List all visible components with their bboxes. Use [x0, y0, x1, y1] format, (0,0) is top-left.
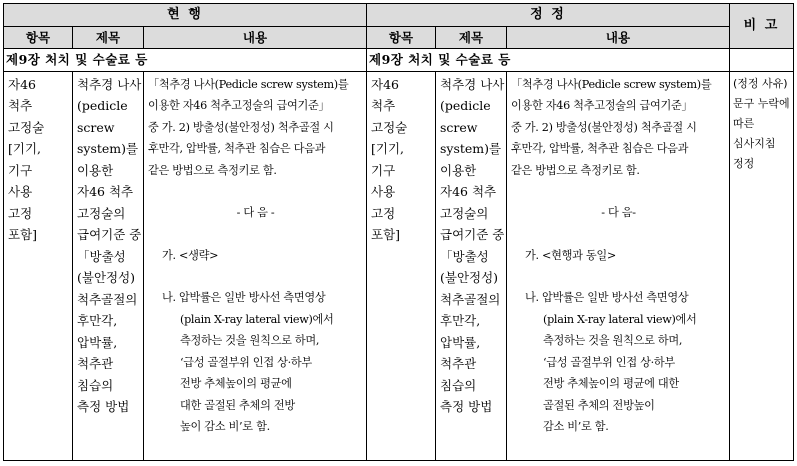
- current-content: [144, 72, 366, 438]
- content-line: 이용한 자46 척추고정술의 급여기준」: [511, 99, 693, 112]
- content-item-b-line: (plain X-ray lateral view)에서: [180, 312, 334, 326]
- item-line: 척추: [8, 98, 33, 113]
- item-line: 사용: [8, 184, 33, 199]
- item-line: 고정술: [371, 119, 408, 135]
- current-col-content: 내용: [144, 26, 367, 49]
- title-line: 이용한: [440, 162, 477, 178]
- content-line: 중 가. 2) 방출성(불안정성) 척추골절 시: [148, 120, 334, 134]
- chapter-remarks-empty: [730, 49, 794, 72]
- content-item-b-line: 대한 골절된 추체의 전방: [180, 398, 295, 412]
- title-line: 침습의: [77, 377, 114, 393]
- item-line: 고정술: [8, 119, 45, 135]
- spacer: [148, 224, 363, 245]
- title-line: (불안정성): [440, 270, 499, 285]
- current-title-cell: [73, 71, 144, 460]
- remark-line: 따른: [733, 116, 755, 130]
- header-row-sub: [4, 26, 794, 49]
- body-row: [4, 71, 794, 460]
- content-heading: - 다 음-: [601, 206, 636, 219]
- title-line: 급여기준 중: [77, 227, 142, 242]
- revised-chapter: 제9장 처치 및 수술료 등: [367, 49, 730, 72]
- item-line: 포함]: [371, 227, 401, 242]
- item-line: 자46: [371, 76, 399, 92]
- title-line: system)를: [77, 141, 139, 156]
- current-title-list: [73, 72, 143, 418]
- item-line: 기구: [8, 162, 33, 178]
- content-item-b-line: 측정하는 것을 원칙으로 하며,: [180, 334, 320, 347]
- content-item-b-line: 골절된 추체의 전방높이: [543, 398, 655, 412]
- spacer: [511, 266, 726, 287]
- title-line: 「방출성: [440, 248, 489, 264]
- content-line: 같은 방법으로 측정키로 함.: [148, 163, 277, 177]
- content-item-b-line: 높이 감소 비’로 함.: [180, 420, 270, 433]
- title-line: 급여기준 중: [440, 227, 505, 242]
- item-line: 고정: [8, 205, 33, 221]
- title-line: 척추경 나사: [77, 76, 142, 92]
- revised-content-cell: [507, 71, 730, 460]
- title-line: system)를: [440, 141, 502, 156]
- current-chapter: 제9장 처치 및 수술료 등: [4, 49, 367, 72]
- remarks-text: [730, 72, 793, 174]
- content-item-b-line: ‘급성 골절부위 인접 상·하부: [180, 355, 312, 369]
- title-line: 자46 척추: [77, 184, 134, 199]
- remark-line: 문구 누락에: [733, 96, 790, 110]
- content-item-a: 가. <현행과 동일>: [525, 248, 616, 262]
- title-line: 척추골절의: [77, 291, 138, 307]
- title-line: 후만각,: [77, 313, 118, 328]
- title-line: 후만각,: [440, 313, 481, 328]
- current-header: 현 행: [4, 4, 367, 27]
- current-item-list: [4, 72, 72, 246]
- title-line: 고정술의: [440, 205, 489, 221]
- content-item-b-line: 전방 추체높이의 평균에 대한: [543, 377, 679, 390]
- title-line: 압박률,: [77, 334, 118, 350]
- title-line: 압박률,: [440, 334, 481, 350]
- content-item-b-line: ‘급성 골절부위 인접 상·하부: [543, 355, 675, 369]
- title-line: 측정 방법: [440, 399, 493, 414]
- revised-item-list: [367, 72, 435, 246]
- item-line: 척추: [371, 98, 396, 113]
- item-line: 기구: [371, 162, 396, 178]
- content-line: 「척추경 나사(Pedicle screw system)를: [148, 77, 349, 91]
- content-line: 이용한 자46 척추고정술의 급여기준」: [148, 99, 330, 112]
- content-item-b: 나. 압박률은 일반 방사선 측면영상: [525, 291, 689, 304]
- title-line: 침습의: [440, 377, 477, 393]
- title-line: 고정술의: [77, 205, 126, 221]
- title-line: 척추관: [77, 356, 114, 371]
- item-line: 고정: [371, 205, 396, 221]
- title-line: (pedicle: [77, 98, 128, 113]
- content-item-b-line: 전방 추체높이의 평균에: [180, 377, 292, 390]
- content-item-a: 가. <생략>: [162, 248, 219, 262]
- revised-col-title: 제목: [436, 26, 507, 49]
- current-col-title: 제목: [73, 26, 144, 49]
- revised-header: 정 정: [367, 4, 730, 27]
- revised-col-item: 항목: [367, 26, 436, 49]
- title-line: 「방출성: [77, 248, 126, 264]
- header-row-top: [4, 4, 794, 27]
- item-line: 자46: [8, 76, 36, 92]
- revised-item-cell: [367, 71, 436, 460]
- content-item-b-line: 감소 비’로 함.: [543, 420, 609, 433]
- spacer: [148, 266, 363, 287]
- revised-content: [507, 72, 729, 438]
- revised-col-content: 내용: [507, 26, 730, 49]
- remarks-cell: [730, 71, 794, 460]
- content-item-b-line: 측정하는 것을 원칙으로 하며,: [543, 334, 683, 347]
- chapter-row: [4, 49, 794, 72]
- item-line: [기기,: [8, 141, 42, 156]
- remark-line: 심사지침: [733, 136, 776, 150]
- current-item-cell: [4, 71, 73, 460]
- content-item-b: 나. 압박률은 일반 방사선 측면영상: [162, 291, 326, 304]
- spacer: [511, 181, 726, 202]
- title-line: 척추경 나사: [440, 76, 505, 92]
- item-line: 사용: [371, 184, 396, 199]
- title-line: (pedicle: [440, 98, 491, 113]
- remark-line: 정정: [733, 156, 755, 170]
- title-line: screw: [440, 119, 478, 135]
- item-line: [기기,: [371, 141, 405, 156]
- title-line: 척추관: [440, 356, 477, 371]
- spacer: [511, 224, 726, 245]
- title-line: screw: [77, 119, 115, 135]
- revised-title-cell: [436, 71, 507, 460]
- current-col-item: 항목: [4, 26, 73, 49]
- spacer: [148, 181, 363, 202]
- content-line: 같은 방법으로 측정키로 함.: [511, 163, 640, 177]
- content-heading: - 다 음 -: [236, 206, 275, 219]
- current-content-cell: [144, 71, 367, 460]
- comparison-table: [3, 3, 794, 461]
- title-line: (불안정성): [77, 270, 136, 285]
- title-line: 이용한: [77, 162, 114, 178]
- item-line: 포함]: [8, 227, 38, 242]
- content-line: 후만각, 압박률, 척추관 침습은 다음과: [148, 142, 326, 155]
- title-line: 측정 방법: [77, 399, 130, 414]
- title-line: 척추골절의: [440, 291, 501, 307]
- remarks-header: 비 고: [730, 4, 794, 49]
- content-line: 「척추경 나사(Pedicle screw system)를: [511, 77, 712, 91]
- content-item-b-line: (plain X-ray lateral view)에서: [543, 312, 697, 326]
- content-line: 후만각, 압박률, 척추관 침습은 다음과: [511, 142, 689, 155]
- content-line: 중 가. 2) 방출성(불안정성) 척추골절 시: [511, 120, 697, 134]
- remark-line: (정정 사유): [733, 76, 788, 90]
- title-line: 자46 척추: [440, 184, 497, 199]
- revised-title-list: [436, 72, 506, 418]
